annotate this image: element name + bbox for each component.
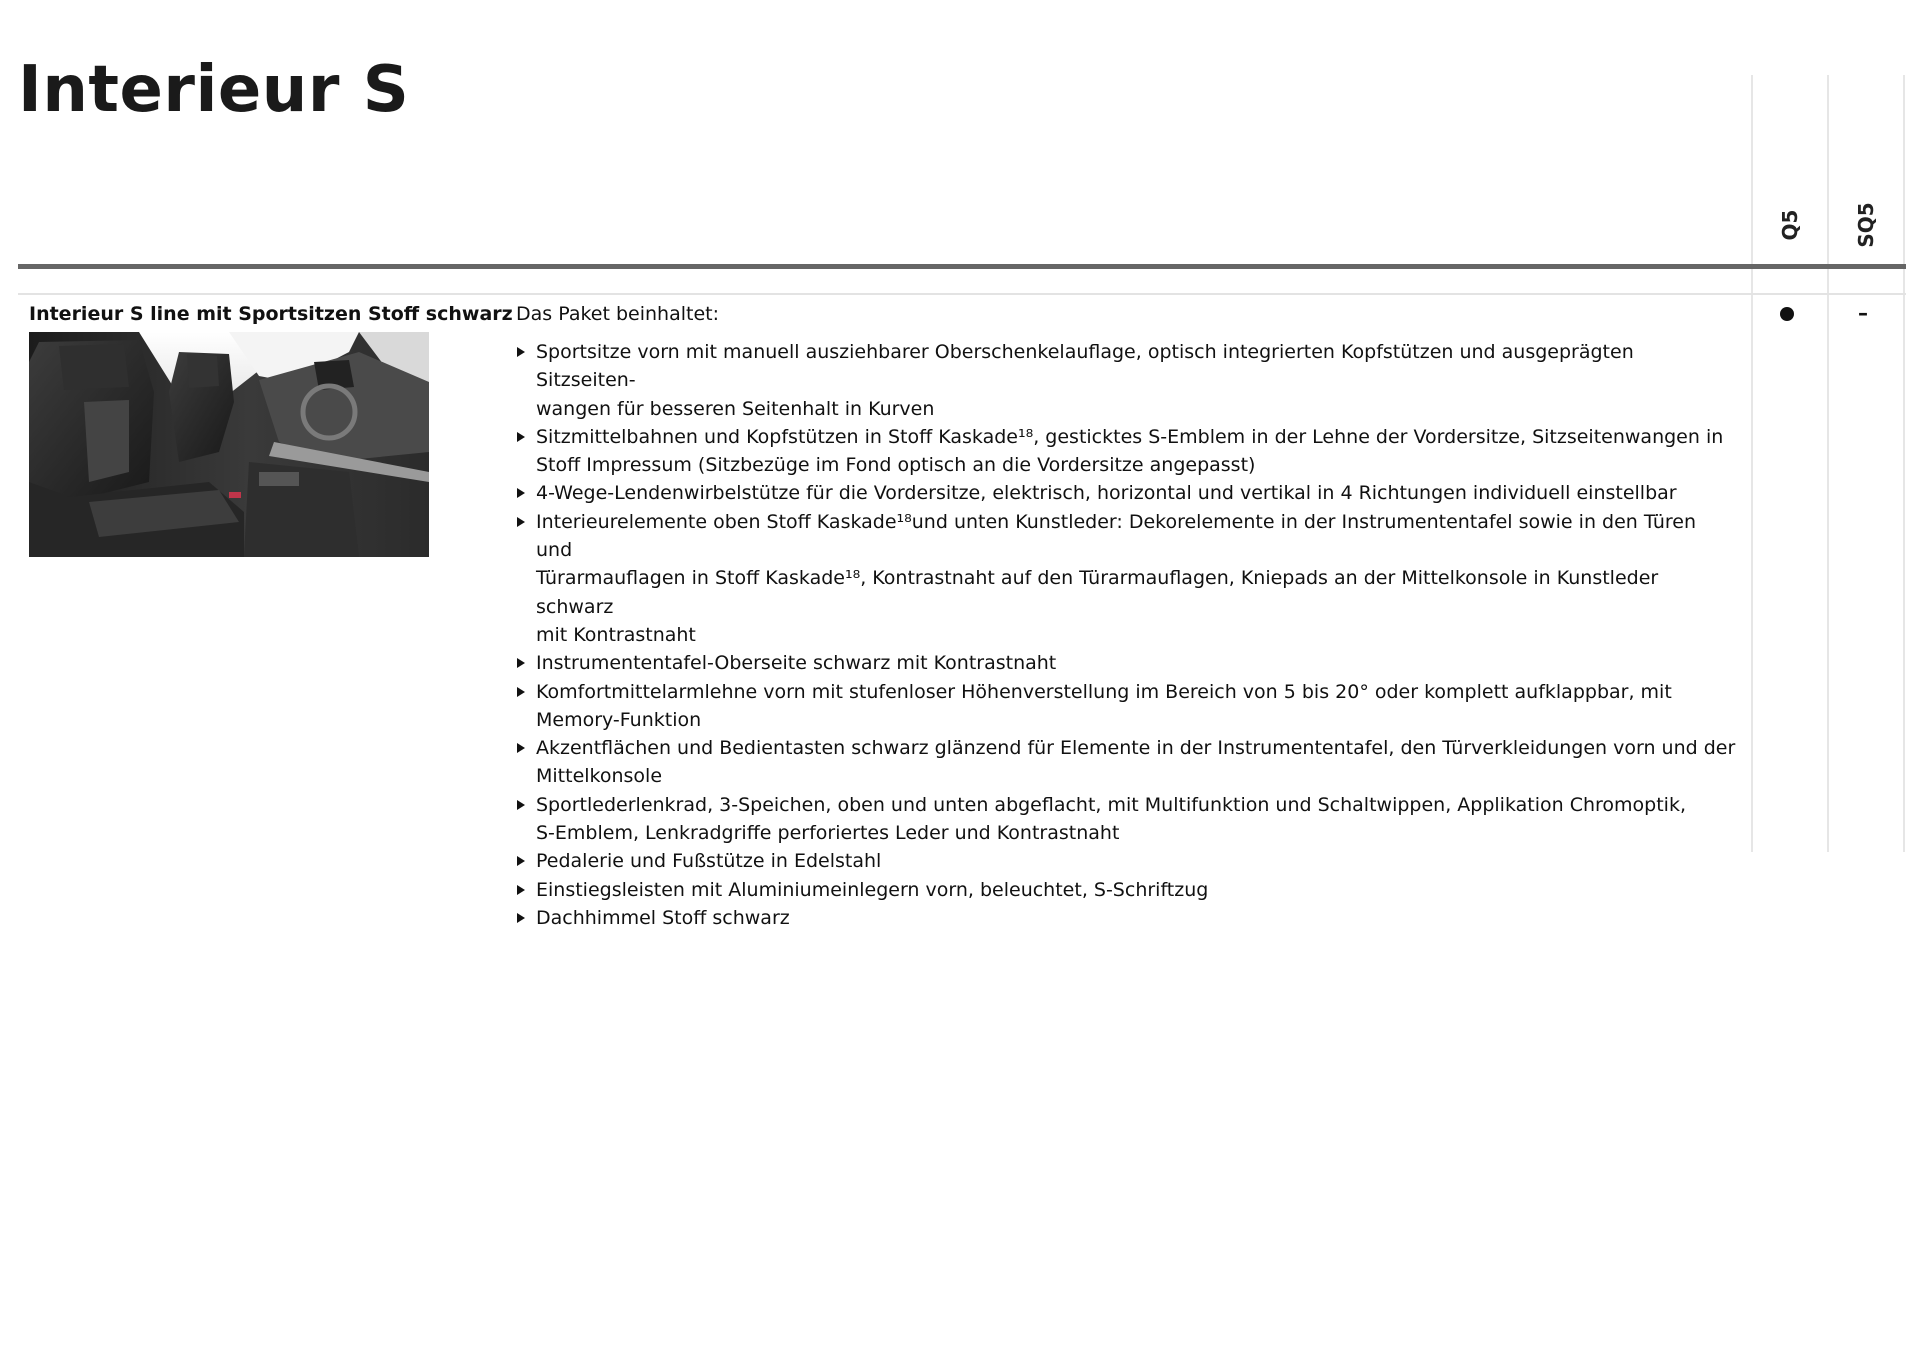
list-item: [516, 338, 1738, 423]
column-label-sq5: SQ5: [1854, 202, 1878, 248]
interior-seat-photo: [29, 332, 429, 557]
bullet-arrow-icon: [517, 432, 525, 442]
bullet-arrow-icon: [517, 743, 525, 753]
feature-line: Komfortmittelarmlehne vorn mit stufenloser Höhenverstellung im Bereich von 5 bis 20° oder komplett aufklappbar, mit: [536, 680, 1672, 703]
list-item: [516, 649, 1738, 677]
page-title: Interieur S: [18, 53, 410, 127]
feature-line: wangen für besseren Seitenhalt in Kurven: [536, 397, 935, 420]
feature-line: 4-Wege-Lendenwirbelstütze für die Vordersitze, elektrisch, horizontal und vertikal in 4 Richtungen individuell einstellbar: [536, 482, 1677, 505]
list-item: [516, 678, 1738, 735]
bullet-arrow-icon: [517, 347, 525, 357]
list-item: [516, 904, 1738, 932]
feature-line: Sitzmittelbahnen und Kopfstützen in Stoff Kaskade¹⁸, gesticktes S-Emblem in der Lehne der Vordersitze, Sitzseitenwangen in: [536, 425, 1724, 448]
feature-line: Einstiegsleisten mit Aluminiumeinlegern vorn, beleuchtet, S-Schriftzug: [536, 878, 1209, 901]
list-item: [516, 876, 1738, 904]
feature-line: Pedalerie und Fußstütze in Edelstahl: [536, 850, 882, 873]
feature-line: Instrumententafel-Oberseite schwarz mit Kontrastnaht: [536, 652, 1057, 675]
feature-list: [516, 338, 1738, 932]
feature-line: Akzentflächen und Bedientasten schwarz glänzend für Elemente in der Instrumententafel, den Türverkleidungen vorn und der: [536, 737, 1736, 760]
availability-standard-icon: [1780, 307, 1794, 321]
package-intro: Das Paket beinhaltet:: [516, 303, 719, 325]
bullet-arrow-icon: [517, 856, 525, 866]
feature-line: Dachhimmel Stoff schwarz: [536, 906, 790, 929]
bullet-arrow-icon: [517, 800, 525, 810]
column-divider: [1751, 75, 1753, 852]
bullet-arrow-icon: [517, 517, 525, 527]
list-item: [516, 847, 1738, 875]
feature-line: Sportlederlenkrad, 3-Speichen, oben und unten abgeflacht, mit Multifunktion und Schaltwippen, Applikation Chromoptik,: [536, 793, 1687, 816]
feature-line: Mittelkonsole: [536, 765, 663, 788]
list-item: [516, 734, 1738, 791]
row-divider: [18, 293, 1906, 295]
list-item: [516, 479, 1738, 507]
feature-line: Interieurelemente oben Stoff Kaskade¹⁸und unten Kunstleder: Dekorelemente in der Instrumententafel sowie in den Türen und: [536, 510, 1697, 562]
column-divider: [1903, 75, 1905, 852]
column-divider: [1827, 75, 1829, 852]
feature-line: Türarmauflagen in Stoff Kaskade¹⁸, Kontrastnaht auf den Türarmauflagen, Kniepads an der Mittelkonsole in Kunstleder schwarz: [536, 567, 1659, 618]
feature-line: S-Emblem, Lenkradgriffe perforiertes Leder und Kontrastnaht: [536, 822, 1120, 845]
bullet-arrow-icon: [517, 658, 525, 668]
list-item: [516, 508, 1738, 649]
column-header-q5: [1752, 75, 1828, 265]
list-item: [516, 791, 1738, 848]
column-header-sq5: [1828, 75, 1904, 265]
feature-line: mit Kontrastnaht: [536, 623, 696, 646]
bullet-arrow-icon: [517, 913, 525, 923]
bullet-arrow-icon: [517, 687, 525, 697]
header-rule: [18, 264, 1906, 269]
bullet-arrow-icon: [517, 488, 525, 498]
list-item: [516, 423, 1738, 480]
column-label-q5: Q5: [1778, 209, 1802, 241]
bullet-arrow-icon: [517, 885, 525, 895]
item-name: Interieur S line mit Sportsitzen Stoff schwarz: [29, 303, 513, 325]
feature-line: Sportsitze vorn mit manuell ausziehbarer Oberschenkelauflage, optisch integrierten Kopfstützen und ausgeprägten Sitzseiten-: [536, 341, 1634, 392]
availability-not-available: –: [1858, 301, 1868, 325]
feature-line: Memory-Funktion: [536, 708, 702, 731]
feature-line: Stoff Impressum (Sitzbezüge im Fond optisch an die Vordersitze angepasst): [536, 454, 1256, 477]
